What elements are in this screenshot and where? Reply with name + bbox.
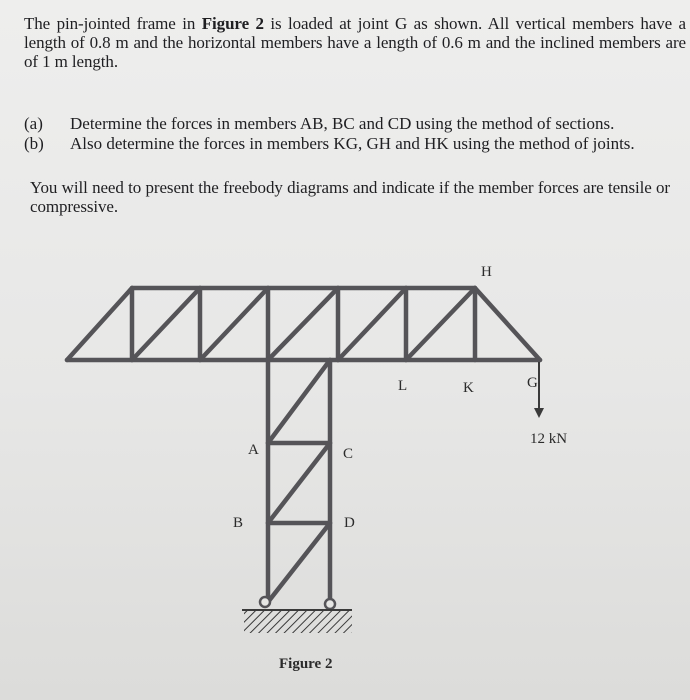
boom-diagonal (200, 288, 268, 360)
boom-diagonal (268, 288, 338, 360)
joint-label-H: H (481, 264, 492, 280)
joint-label-C: C (343, 446, 354, 462)
figure-caption: Figure 2 (279, 656, 333, 672)
intro-text-1: The pin-jointed frame in (24, 14, 202, 33)
item-b-text: Also determine the forces in members KG, GH and HK using the method of joints. (70, 134, 635, 153)
figure-reference: Figure 2 (201, 14, 264, 33)
instruction-note: You will need to present the freebody diagrams and indicate if the member forces are tensile or compressive. (30, 178, 670, 216)
left-end-member (67, 288, 132, 360)
joint-label-B: B (233, 515, 244, 531)
boom-truss (67, 288, 540, 360)
item-a-label: (a) (24, 114, 43, 133)
joint-label-A: A (248, 442, 259, 458)
right-end-member-GH (475, 288, 540, 360)
joint-label-L: L (398, 378, 408, 394)
intro-text-2: is loaded at joint G as shown. All vertical members have a length of 0.8 m and the horizontal members have a length of 0.6 m and the inclined members are of 1 m length. (24, 14, 686, 71)
member-BC (268, 443, 330, 523)
item-b-label: (b) (24, 134, 44, 153)
boom-diagonal (406, 288, 475, 360)
tower-diagonal (268, 360, 330, 443)
item-a-text: Determine the forces in members AB, BC and CD using the method of sections. (70, 114, 615, 133)
joint-label-D: D (344, 515, 355, 531)
boom-diagonal (132, 288, 200, 360)
tower-truss (268, 360, 330, 602)
pin-support-right (325, 599, 335, 609)
tower-diagonal (268, 523, 330, 602)
ground-hatching (244, 611, 352, 633)
boom-diagonal (338, 288, 406, 360)
joint-label-K: K (463, 380, 474, 396)
pin-support-left (260, 597, 270, 607)
joint-label-G: G (527, 375, 538, 391)
load-label: 12 kN (530, 431, 568, 447)
